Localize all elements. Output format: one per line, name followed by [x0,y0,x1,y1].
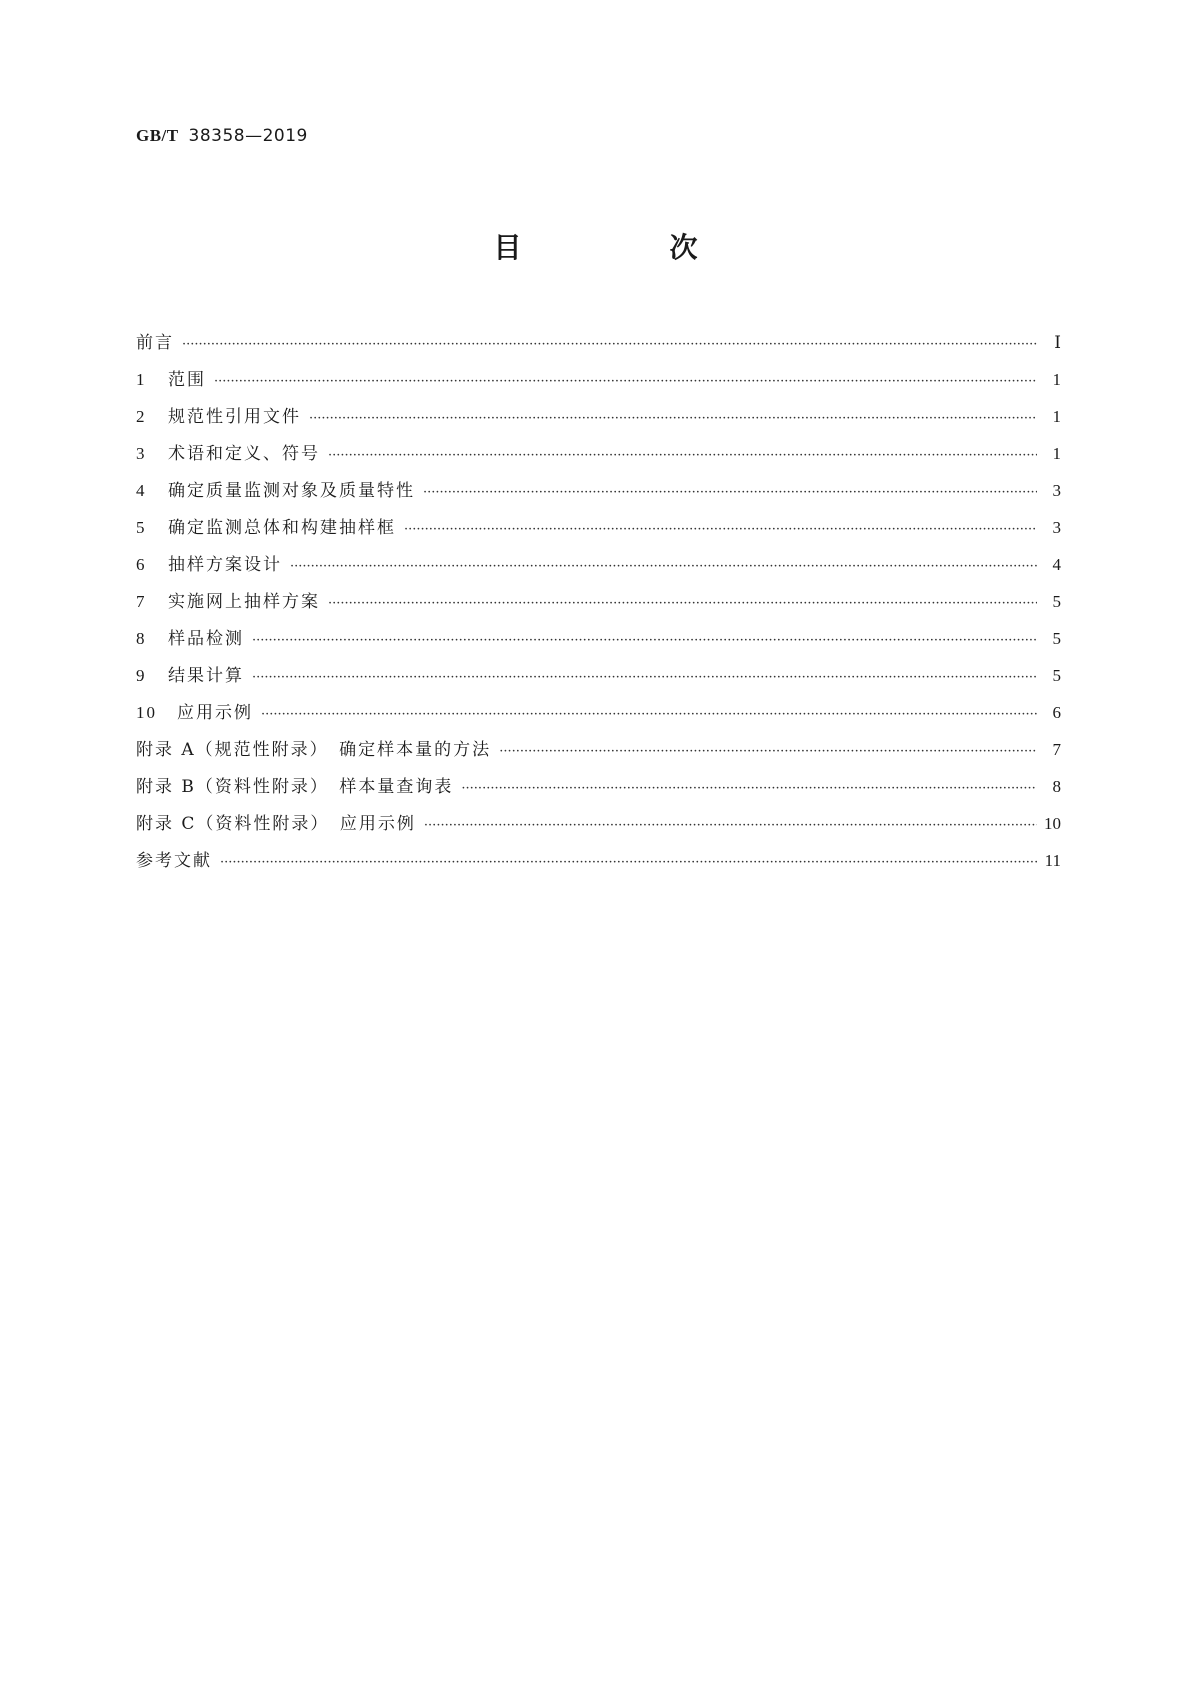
toc-entry-label: 术语和定义、符号 [168,444,320,464]
toc-entry-page: 1 [1052,444,1061,463]
toc-entry-page: 6 [1052,703,1061,722]
toc-entry-page: 8 [1052,777,1061,796]
toc-entry-label: 参考文献 [136,851,212,871]
toc-entry-2[interactable] [136,402,1061,439]
toc-entry-3[interactable] [136,439,1061,476]
toc-entry-label: 抽样方案设计 [168,555,282,575]
toc-leader-dots [328,596,1037,611]
toc-entry-page: 4 [1052,555,1061,574]
toc-title: 目 次 [493,231,758,264]
toc-leader-dots [290,559,1037,574]
toc-entry-number: 5 [136,518,147,537]
standard-header [136,126,308,146]
toc-entry-page: 5 [1052,592,1061,611]
toc-entry-page: Ⅰ [1054,333,1061,352]
toc-leader-dots [309,411,1037,426]
toc-entry-1[interactable] [136,365,1061,402]
toc-entry-label: 确定质量监测对象及质量特性 [168,481,415,501]
toc-entry-page: 11 [1044,851,1061,870]
toc-entry-appendix-b[interactable] [136,772,1061,809]
toc-leader-dots [424,818,1037,833]
toc-leader-dots [404,522,1037,537]
toc-entry-6[interactable] [136,550,1061,587]
toc-entry-5[interactable] [136,513,1061,550]
toc-leader-dots [328,448,1037,463]
toc-entry-number: 2 [136,407,147,426]
standard-number: 38358—2019 [188,126,308,146]
toc-entry-number: 9 [136,666,147,685]
toc-entry-page: 1 [1052,370,1061,389]
toc-leader-dots [252,670,1037,685]
toc-entry-page: 5 [1052,666,1061,685]
toc-entry-label: 附录 B（资料性附录） 样本量查询表 [136,777,454,797]
toc-entry-label: 实施网上抽样方案 [168,592,320,612]
toc-entry-label: 确定监测总体和构建抽样框 [168,518,396,538]
toc-entry-label: 规范性引用文件 [168,407,301,427]
toc-entry-page: 7 [1052,740,1061,759]
standard-code: GB/T [136,126,179,145]
toc-entry-number: 3 [136,444,147,463]
toc-leader-dots [499,744,1037,759]
toc-entry-number: 10 [136,703,157,722]
toc-entry-label: 范围 [168,370,206,390]
toc-entry-label: 结果计算 [168,666,244,686]
toc-leader-dots [252,633,1037,648]
toc-entry-label: 应用示例 [177,703,253,723]
toc-leader-dots [182,337,1037,352]
toc-entry-8[interactable] [136,624,1061,661]
toc-entry-page: 10 [1044,814,1061,833]
toc-entry-page: 5 [1052,629,1061,648]
toc-entry-label: 前言 [136,333,174,353]
toc-entry-number: 4 [136,481,147,500]
toc-entry-number: 7 [136,592,147,611]
toc-entry-number: 1 [136,370,147,389]
toc-entry-label: 样品检测 [168,629,244,649]
toc-entry-9[interactable] [136,661,1061,698]
toc-entry-appendix-a[interactable] [136,735,1061,772]
toc-leader-dots [423,485,1037,500]
table-of-contents [136,328,1061,883]
toc-entry-label: 附录 A（规范性附录） 确定样本量的方法 [136,740,492,760]
toc-entry-label: 附录 C（资料性附录） 应用示例 [136,814,416,834]
toc-entry-page: 1 [1052,407,1061,426]
toc-entry-references[interactable] [136,846,1061,883]
toc-entry-4[interactable] [136,476,1061,513]
toc-entry-appendix-c[interactable] [136,809,1061,846]
toc-entry-number: 8 [136,629,147,648]
toc-entry-number: 6 [136,555,147,574]
toc-leader-dots [461,781,1037,796]
toc-entry-10[interactable] [136,698,1061,735]
toc-leader-dots [261,707,1037,722]
toc-entry-page: 3 [1052,481,1061,500]
toc-entry-page: 3 [1052,518,1061,537]
toc-entry-7[interactable] [136,587,1061,624]
toc-leader-dots [220,855,1037,870]
toc-entry-foreword[interactable] [136,328,1061,365]
toc-leader-dots [214,374,1037,389]
